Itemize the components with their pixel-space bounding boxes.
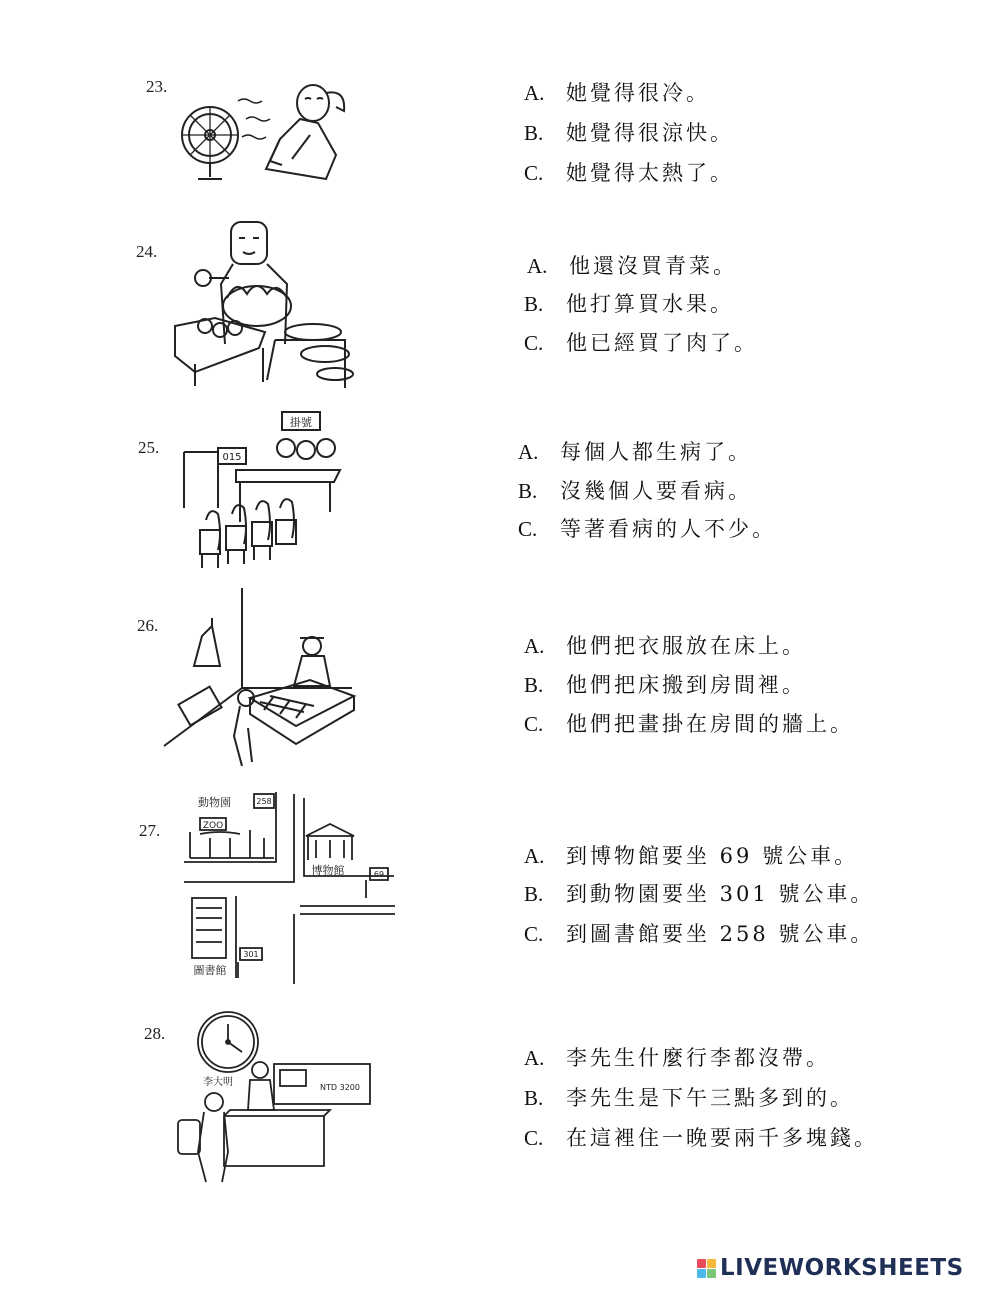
option-letter: B. bbox=[524, 1086, 544, 1110]
question-number: 23. bbox=[146, 77, 168, 96]
option-c[interactable] bbox=[524, 918, 874, 948]
option-a[interactable] bbox=[524, 840, 858, 870]
option-text: 等著看病的人不少。 bbox=[560, 517, 776, 541]
option-letter: B. bbox=[524, 673, 544, 697]
zoo-label: 動物園 bbox=[198, 796, 231, 809]
hotel-checkin-icon bbox=[170, 1008, 380, 1183]
option-text: 他已經買了肉了。 bbox=[566, 331, 758, 355]
option-letter: A. bbox=[518, 440, 539, 464]
option-b[interactable] bbox=[524, 669, 806, 699]
option-b[interactable] bbox=[524, 878, 874, 908]
option-letter: B. bbox=[524, 882, 544, 906]
option-text: 他們把衣服放在床上。 bbox=[566, 634, 806, 658]
option-a[interactable] bbox=[518, 436, 752, 466]
option-letter: A. bbox=[524, 1046, 545, 1070]
option-text: 她覺得很冷。 bbox=[566, 81, 710, 105]
option-text: 他打算買水果。 bbox=[566, 292, 734, 316]
clinic-waiting-room-icon bbox=[176, 402, 356, 574]
question-number: 27. bbox=[139, 821, 161, 840]
question-number: 28. bbox=[144, 1024, 166, 1043]
option-letter: B. bbox=[524, 292, 544, 316]
option-letter: A. bbox=[524, 844, 545, 868]
option-c[interactable] bbox=[524, 327, 758, 357]
option-c[interactable] bbox=[524, 1122, 878, 1152]
option-a[interactable] bbox=[527, 250, 737, 280]
market-shopper-icon bbox=[165, 214, 355, 389]
option-letter: A. bbox=[527, 254, 548, 278]
brand-mark-icon bbox=[697, 1259, 716, 1278]
bus-map-icon bbox=[180, 790, 395, 988]
option-text: 他還沒買青菜。 bbox=[569, 254, 737, 278]
option-a[interactable] bbox=[524, 1042, 830, 1072]
moving-bed-icon bbox=[160, 588, 360, 778]
name-tag: 李大明 bbox=[203, 1077, 233, 1088]
option-text: 在這裡住一晚要兩千多塊錢。 bbox=[566, 1126, 878, 1150]
question-number: 24. bbox=[136, 242, 158, 261]
brand-mark-tile bbox=[697, 1269, 706, 1278]
option-b[interactable] bbox=[518, 475, 752, 505]
brand-name: LIVEWORKSHEETS bbox=[720, 1255, 964, 1281]
option-text: 到動物園要坐 301 號公車。 bbox=[566, 882, 875, 906]
option-text: 到圖書館要坐 258 號公車。 bbox=[566, 922, 875, 946]
option-letter: C. bbox=[524, 922, 544, 946]
option-c[interactable] bbox=[524, 157, 734, 187]
option-text: 他們把畫掛在房間的牆上。 bbox=[566, 712, 854, 736]
question-number: 26. bbox=[137, 616, 159, 635]
option-text: 她覺得太熱了。 bbox=[566, 161, 734, 185]
brand-mark-tile bbox=[707, 1259, 716, 1268]
option-text: 李先生是下午三點多到的。 bbox=[566, 1086, 854, 1110]
option-text: 每個人都生病了。 bbox=[560, 440, 752, 464]
option-b[interactable] bbox=[524, 1082, 854, 1112]
zoo-bus-number: 258 bbox=[256, 797, 272, 806]
option-text: 他們把床搬到房間裡。 bbox=[566, 673, 806, 697]
counter-number: 015 bbox=[222, 452, 242, 463]
library-label: 圖書館 bbox=[193, 964, 227, 977]
option-letter: C. bbox=[524, 1126, 544, 1150]
option-letter: A. bbox=[524, 634, 545, 658]
option-letter: C. bbox=[524, 712, 544, 736]
option-letter: A. bbox=[524, 81, 545, 105]
option-b[interactable] bbox=[524, 288, 734, 318]
option-text: 她覺得很涼快。 bbox=[566, 121, 734, 145]
brand-mark-tile bbox=[697, 1259, 706, 1268]
zoo-sign: ZOO bbox=[202, 821, 224, 831]
option-a[interactable] bbox=[524, 77, 710, 107]
option-a[interactable] bbox=[524, 630, 806, 660]
liveworksheets-logo[interactable] bbox=[697, 1255, 964, 1281]
sign-label: 掛號 bbox=[290, 416, 312, 429]
option-text: 李先生什麼行李都沒帶。 bbox=[566, 1046, 830, 1070]
library-bus-number: 301 bbox=[243, 950, 259, 959]
option-text: 沒幾個人要看病。 bbox=[560, 479, 752, 503]
option-text: 到博物館要坐 69 號公車。 bbox=[566, 844, 859, 868]
museum-label: 博物館 bbox=[311, 864, 345, 877]
option-letter: C. bbox=[524, 331, 544, 355]
option-letter: C. bbox=[518, 517, 538, 541]
brand-mark-tile bbox=[707, 1269, 716, 1278]
option-b[interactable] bbox=[524, 117, 734, 147]
price-label: NTD 3200 bbox=[320, 1083, 360, 1092]
option-letter: C. bbox=[524, 161, 544, 185]
option-letter: B. bbox=[518, 479, 538, 503]
option-letter: B. bbox=[524, 121, 544, 145]
question-number: 25. bbox=[138, 438, 160, 457]
fan-woman-icon bbox=[180, 75, 370, 190]
museum-bus-number: 69 bbox=[373, 870, 385, 879]
option-c[interactable] bbox=[518, 513, 776, 543]
option-c[interactable] bbox=[524, 708, 854, 738]
